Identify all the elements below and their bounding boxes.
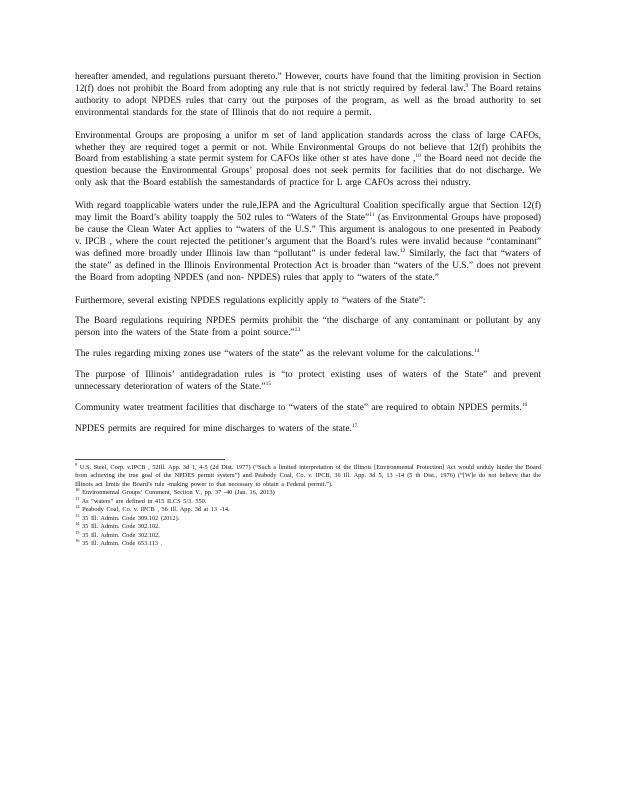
footnote-text: As “waters” are defined in 415 ILCS 5/3. 550. bbox=[81, 497, 207, 505]
footnote-number: 12 bbox=[75, 504, 80, 510]
paragraph-permit-regulations bbox=[75, 316, 541, 340]
footnote-text: U.S. Steel, Corp. v.IPCB , 52Ill. App. 3d 1, 4-5 (2d Dist. 1977) (“Such a limited interpretation of the Illinois [Environmental Protection] Act would unduly hinder the Board from achieving the true goal of the NPDES permit system”) and Peabody Coal, Co. v. IPCB, 36 Ill. App. 3d 5, 13 -14 (5 th Dist., 1976) (“[W]e do not believe that the Illinois act limits the Board’s rule -making power to that necessary to obtain a Federal permit.”). bbox=[75, 463, 541, 488]
footnote-number: 16 bbox=[75, 538, 80, 544]
footnote-number: 15 bbox=[75, 529, 80, 535]
paragraph-mixing-zones bbox=[75, 349, 541, 361]
document-page bbox=[75, 72, 541, 549]
footnote-ref[interactable]: 10 bbox=[415, 153, 421, 160]
paragraph-text: The rules regarding mixing zones use “waters of the state” as the relevant volume for the calculations. bbox=[75, 349, 474, 360]
footnote-ref[interactable]: 13 bbox=[294, 327, 301, 334]
footnote-ref[interactable]: 14 bbox=[473, 348, 480, 355]
paragraph-text: (as Environmental Groups have proposed) be cause the Clean Water Act applies to “waters of the U.S.” This argument is analogous to one presented in Peabody v. IPCB , where the court rejected the petitioner’s argument that the Board’s rules were invalid because “contaminant” was defined more broadly under Illinois law than “pollutant” is under federal law. bbox=[75, 213, 542, 259]
footnote-text: 35 Ill. Admin. Code 302.102. bbox=[82, 531, 160, 539]
footnote-item bbox=[75, 523, 541, 532]
footnote-text: 35 Ill. Admin. Code 302.102. bbox=[82, 523, 160, 531]
paragraph-text: Environmental Groups are proposing a unifor m set of land application standards across the class of large CAFOs, whether they are required toget a permit or not. While Environmental Groups do not believe that 12(f) prohibits the Board from establishing a state permit system for CAFOs like other st ates have done , bbox=[75, 130, 541, 165]
footnote-number: 14 bbox=[75, 521, 80, 527]
paragraph-furthermore bbox=[75, 296, 541, 308]
footnote-text: 35 Ill. Admin. Code 653.113 . bbox=[82, 540, 163, 548]
paragraph-mine-discharges bbox=[75, 424, 541, 436]
footnote-text: Environmental Groups’ Comment, Section V., pp. 37 -40 (Jan. 16, 2013) bbox=[82, 489, 275, 497]
paragraph-antidegradation bbox=[75, 370, 541, 394]
paragraph-land-application bbox=[75, 131, 541, 191]
footnote-number: 13 bbox=[75, 512, 80, 518]
paragraph-text: the Board need not decide the question because the Environmental Groups’ proposal does not seek permits for facilities that do not discharge. We only ask that the Board establish the samestandards of practice for L arge CAFOs across thei ndustry. bbox=[75, 154, 541, 189]
paragraph-text: Furthermore, several existing NPDES regulations explicitly apply to “waters of the State”: bbox=[75, 295, 426, 306]
footnote-number: 10 bbox=[75, 487, 80, 493]
footnote-ref[interactable]: 16 bbox=[521, 401, 528, 408]
footnote-text: 35 Ill. Admin. Code 309.102 (2012). bbox=[82, 514, 180, 522]
footnotes-section bbox=[75, 461, 541, 549]
paragraph-authority bbox=[75, 72, 541, 120]
paragraph-text: With regard toapplicable waters under the rule,IEPA and the Agricultural Coalition specifically argue that Section 12(f) may limit the Board’s ability toapply the 502 rules to “Waters of the State” bbox=[75, 201, 541, 224]
paragraph-text: The Board retains authority to adopt NPDES rules that carry out the purposes of the program, as well as the broad authority to set environmental standards for the state of Illinois that do not require a permit. bbox=[75, 83, 541, 118]
footnote-ref[interactable]: 9 bbox=[465, 82, 469, 89]
footnote-ref[interactable]: 17 bbox=[351, 422, 358, 429]
paragraph-text: NPDES permits are required for mine discharges to waters of the state. bbox=[75, 423, 352, 434]
paragraph-text: The Board regulations requiring NPDES permits prohibit the “the discharge of any contaminant or pollutant by any person into the waters of the State from a point source.” bbox=[75, 316, 541, 339]
footnote-divider bbox=[75, 459, 225, 460]
footnote-text: Peabody Coal, Co. v. IPCB , 36 Ill. App. 3d at 13 -14. bbox=[82, 506, 230, 514]
footnote-item bbox=[75, 506, 541, 515]
footnote-item bbox=[75, 489, 541, 498]
paragraph-text: Community water treatment facilities that discharge to “waters of the state” are required to obtain NPDES permits. bbox=[75, 402, 522, 413]
footnote-number: 9 bbox=[75, 461, 78, 467]
footnote-ref[interactable]: 11 bbox=[369, 211, 375, 218]
footnote-number: 11 bbox=[75, 495, 80, 501]
footnote-ref[interactable]: 12 bbox=[399, 247, 406, 254]
paragraph-text: The purpose of Illinois’ antidegradation rules is “to protect existing uses of waters of the State” and prevent unnecessary deterioration of waters of the State.” bbox=[75, 370, 541, 393]
paragraph-applicable-waters bbox=[75, 201, 541, 284]
paragraph-community-water bbox=[75, 403, 541, 415]
footnote-ref[interactable]: 15 bbox=[265, 380, 272, 387]
paragraph-text: hereafter amended, and regulations pursuant thereto.” However, courts have found that the limiting provision in Section 12(f) does not prohibit the Board from adopting any rule that is not strictly required by federal law. bbox=[75, 72, 541, 94]
paragraph-text: Similarly, the fact that “waters of the state” as defined in the Illinois Environmental Protection Act is broader than “waters of the U.S.” does not prevent the Board from adopting NPDES (and non- NPDES) rules that apply to “waters of the state.” bbox=[75, 248, 541, 283]
footnote-item bbox=[75, 540, 541, 549]
